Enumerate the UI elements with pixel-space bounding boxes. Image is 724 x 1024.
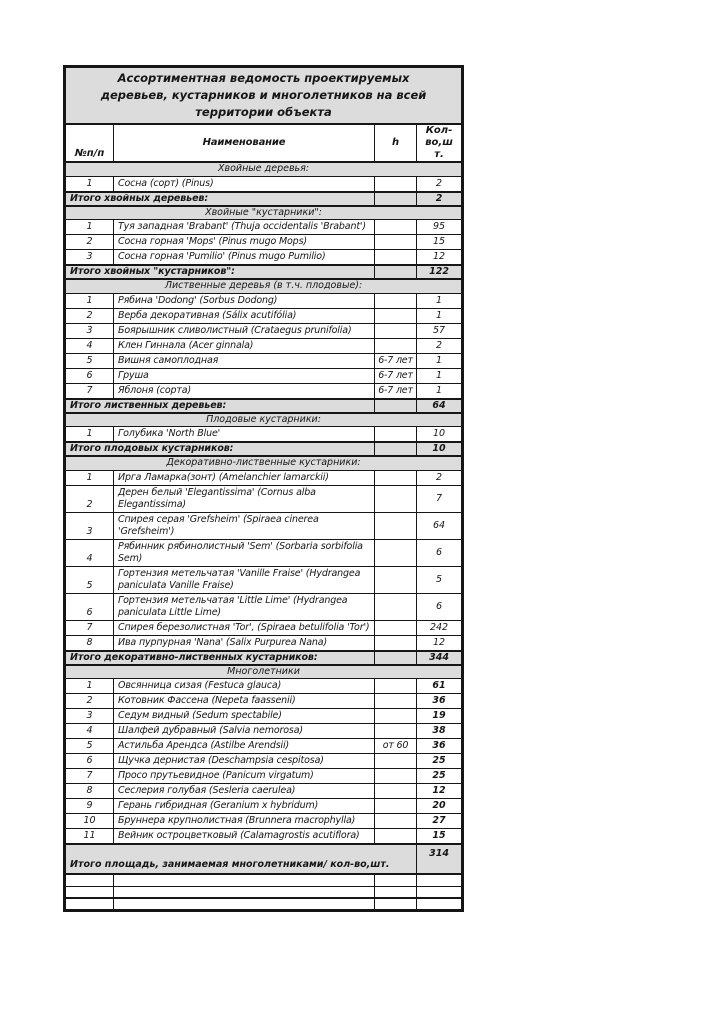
row-number: 3 (65, 323, 114, 338)
plant-name: Рябина 'Dodong' (Sorbus Dodong) (114, 293, 375, 308)
row-number: 6 (65, 593, 114, 620)
grand-total-quantity: 314 (417, 844, 463, 874)
row-number: 2 (65, 235, 114, 250)
row-number: 9 (65, 799, 114, 814)
col-header-qty: Кол-во,шт. (417, 124, 463, 162)
plant-height (375, 176, 417, 192)
row-number: 8 (65, 635, 114, 651)
plant-quantity: 25 (417, 754, 463, 769)
plant-name: Шалфей дубравный (Salvia nemorosa) (114, 724, 375, 739)
plant-row (65, 620, 463, 635)
row-number: 10 (65, 814, 114, 829)
section-header-label: Хвойные "кустарники": (65, 206, 463, 220)
plant-row (65, 323, 463, 338)
plant-name: Бруннера крупнолистная (Brunnera macrophylla) (114, 814, 375, 829)
section-header-label: Хвойные деревья: (65, 162, 463, 176)
plant-height (375, 694, 417, 709)
empty-cell (65, 886, 114, 898)
plant-row (65, 353, 463, 368)
plant-quantity: 7 (417, 485, 463, 512)
plant-quantity: 1 (417, 308, 463, 323)
subtotal-row (65, 192, 463, 206)
plant-quantity: 2 (417, 176, 463, 192)
plant-row (65, 709, 463, 724)
plant-name: Щучка дернистая (Deschampsia cespitosa) (114, 754, 375, 769)
subtotal-label: Итого лиственных деревьев: (65, 399, 375, 413)
plant-row (65, 368, 463, 383)
plant-row (65, 566, 463, 593)
section-header-label: Плодовые кустарники: (65, 413, 463, 427)
plant-name: Спирея серая 'Grefsheim' (Spiraea cinerea 'Grefsheim') (114, 512, 375, 539)
row-number: 2 (65, 485, 114, 512)
table-title: Ассортиментная ведомость проектируемых деревьев, кустарников и многолетников на всей территории объекта (65, 67, 463, 125)
plant-row (65, 769, 463, 784)
row-number: 6 (65, 754, 114, 769)
plant-quantity: 95 (417, 220, 463, 235)
plant-row (65, 427, 463, 443)
plant-row (65, 754, 463, 769)
plant-name: Седум видный (Sedum spectabile) (114, 709, 375, 724)
row-number: 1 (65, 679, 114, 694)
row-number: 7 (65, 620, 114, 635)
plant-quantity: 27 (417, 814, 463, 829)
empty-cell (417, 886, 463, 898)
plant-quantity: 20 (417, 799, 463, 814)
plant-row (65, 176, 463, 192)
plant-name: Сосна горная 'Pumilio' (Pinus mugo Pumilio) (114, 250, 375, 266)
plant-row (65, 739, 463, 754)
subtotal-label: Итого хвойных деревьев: (65, 192, 375, 206)
plant-row (65, 799, 463, 814)
plant-name: Ирга Ламарка(зонт) (Amelanchier lamarckii) (114, 470, 375, 485)
plant-quantity: 6 (417, 539, 463, 566)
section-header-label: Многолетники (65, 665, 463, 679)
plant-height (375, 512, 417, 539)
section-header-row (65, 456, 463, 470)
plant-quantity: 15 (417, 235, 463, 250)
plant-height (375, 250, 417, 266)
plant-height (375, 799, 417, 814)
empty-cell (375, 898, 417, 910)
empty-row (65, 898, 463, 910)
plant-name: Овсянница сизая (Festuca glauca) (114, 679, 375, 694)
plant-height (375, 724, 417, 739)
row-number: 5 (65, 739, 114, 754)
row-number: 4 (65, 338, 114, 353)
plant-row (65, 383, 463, 399)
subtotal-row (65, 442, 463, 456)
subtotal-quantity: 64 (417, 399, 463, 413)
plant-quantity: 12 (417, 250, 463, 266)
empty-row (65, 874, 463, 886)
plant-name: Боярышник сливолистный (Crataegus prunifolia) (114, 323, 375, 338)
plant-height (375, 235, 417, 250)
section-header-label: Декоративно-лиственные кустарники: (65, 456, 463, 470)
plant-name: Яблоня (сорта) (114, 383, 375, 399)
plant-row (65, 293, 463, 308)
plant-height: 6-7 лет (375, 383, 417, 399)
plant-row (65, 250, 463, 266)
plant-quantity: 19 (417, 709, 463, 724)
plant-name: Вишня самоплодная (114, 353, 375, 368)
section-header-row (65, 162, 463, 176)
col-header-name: Наименование (114, 124, 375, 162)
row-number: 4 (65, 724, 114, 739)
plant-height (375, 814, 417, 829)
plant-row (65, 724, 463, 739)
row-number: 2 (65, 308, 114, 323)
row-number: 7 (65, 383, 114, 399)
row-number: 1 (65, 470, 114, 485)
plant-name: Астильба Арендса (Astilbe Arendsii) (114, 739, 375, 754)
plant-quantity: 6 (417, 593, 463, 620)
plant-name: Спирея березолистная 'Tor', (Spiraea betulifolia 'Tor') (114, 620, 375, 635)
subtotal-row (65, 651, 463, 665)
plant-name: Туя западная 'Brabant' (Thuja occidentalis 'Brabant') (114, 220, 375, 235)
subtotal-label: Итого декоративно-лиственных кустарников: (65, 651, 375, 665)
plant-height (375, 709, 417, 724)
plant-height (375, 470, 417, 485)
plant-quantity: 2 (417, 470, 463, 485)
plant-row (65, 338, 463, 353)
plant-name: Котовник Фассена (Nepeta faassenii) (114, 694, 375, 709)
plant-schedule-sheet (63, 65, 464, 912)
plant-name: Клен Гиннала (Acer ginnala) (114, 338, 375, 353)
plant-row (65, 235, 463, 250)
row-number: 4 (65, 539, 114, 566)
plant-row (65, 470, 463, 485)
empty-cell (417, 898, 463, 910)
subtotal-height-cell (375, 399, 417, 413)
plant-name: Сосна горная 'Mops' (Pinus mugo Mops) (114, 235, 375, 250)
subtotal-label: Итого хвойных "кустарников": (65, 265, 375, 279)
empty-cell (375, 874, 417, 886)
plant-quantity: 12 (417, 635, 463, 651)
plant-height (375, 485, 417, 512)
plant-row (65, 694, 463, 709)
section-header-row (65, 206, 463, 220)
plant-schedule-table (63, 65, 464, 912)
row-number: 5 (65, 566, 114, 593)
section-header-label: Лиственные деревья (в т.ч. плодовые): (65, 279, 463, 293)
plant-height (375, 427, 417, 443)
row-number: 7 (65, 769, 114, 784)
subtotal-quantity: 10 (417, 442, 463, 456)
plant-height (375, 620, 417, 635)
subtotal-height-cell (375, 265, 417, 279)
section-header-row (65, 413, 463, 427)
plant-quantity: 12 (417, 784, 463, 799)
row-number: 2 (65, 694, 114, 709)
plant-name: Просо прутьевидное (Panicum virgatum) (114, 769, 375, 784)
plant-name: Гортензия метельчатая 'Vanille Fraise' (Hydrangea paniculata Vanille Fraise) (114, 566, 375, 593)
plant-row (65, 512, 463, 539)
plant-height (375, 754, 417, 769)
plant-height (375, 293, 417, 308)
row-number: 3 (65, 250, 114, 266)
subtotal-quantity: 122 (417, 265, 463, 279)
empty-cell (65, 874, 114, 886)
subtotal-height-cell (375, 442, 417, 456)
plant-height (375, 566, 417, 593)
row-number: 1 (65, 293, 114, 308)
empty-cell (114, 898, 375, 910)
plant-quantity: 61 (417, 679, 463, 694)
plant-quantity: 25 (417, 769, 463, 784)
subtotal-height-cell (375, 192, 417, 206)
plant-row (65, 784, 463, 799)
plant-quantity: 1 (417, 353, 463, 368)
plant-height (375, 829, 417, 845)
plant-row (65, 539, 463, 566)
plant-quantity: 5 (417, 566, 463, 593)
section-header-row (65, 665, 463, 679)
plant-name: Рябинник рябинолистный 'Sem' (Sorbaria sorbifolia Sem) (114, 539, 375, 566)
table-title-row (65, 67, 463, 125)
plant-row (65, 485, 463, 512)
plant-name: Ива пурпурная 'Nana' (Salix Purpurea Nana) (114, 635, 375, 651)
subtotal-row (65, 265, 463, 279)
plant-quantity: 1 (417, 383, 463, 399)
plant-quantity: 2 (417, 338, 463, 353)
plant-quantity: 36 (417, 694, 463, 709)
plant-height (375, 769, 417, 784)
plant-name: Дерен белый 'Elegantissima' (Cornus alba Elegantissima) (114, 485, 375, 512)
plant-quantity: 1 (417, 293, 463, 308)
row-number: 5 (65, 353, 114, 368)
plant-height: от 60 (375, 739, 417, 754)
plant-height: 6-7 лет (375, 368, 417, 383)
plant-name: Сосна (сорт) (Pinus) (114, 176, 375, 192)
plant-name: Гортензия метельчатая 'Little Lime' (Hydrangea paniculata Little Lime) (114, 593, 375, 620)
subtotal-height-cell (375, 651, 417, 665)
plant-row (65, 829, 463, 845)
col-header-h: h (375, 124, 417, 162)
plant-height (375, 679, 417, 694)
plant-row (65, 308, 463, 323)
grand-total-label: Итого площадь, занимаемая многолетниками/ кол-во,шт. (65, 844, 417, 874)
plant-height (375, 323, 417, 338)
plant-quantity: 1 (417, 368, 463, 383)
empty-row (65, 886, 463, 898)
row-number: 6 (65, 368, 114, 383)
plant-name: Сеслерия голубая (Sesleria caerulea) (114, 784, 375, 799)
subtotal-quantity: 2 (417, 192, 463, 206)
plant-height (375, 308, 417, 323)
subtotal-quantity: 344 (417, 651, 463, 665)
col-header-num: №п/п (65, 124, 114, 162)
plant-row (65, 635, 463, 651)
plant-name: Груша (114, 368, 375, 383)
plant-height (375, 338, 417, 353)
row-number: 3 (65, 709, 114, 724)
plant-height: 6-7 лет (375, 353, 417, 368)
row-number: 8 (65, 784, 114, 799)
plant-height (375, 539, 417, 566)
plant-row (65, 220, 463, 235)
row-number: 1 (65, 220, 114, 235)
empty-cell (375, 886, 417, 898)
plant-row (65, 679, 463, 694)
empty-cell (65, 898, 114, 910)
plant-quantity: 36 (417, 739, 463, 754)
plant-height (375, 220, 417, 235)
plant-quantity: 10 (417, 427, 463, 443)
plant-row (65, 814, 463, 829)
plant-name: Верба декоративная (Sálix acutifólia) (114, 308, 375, 323)
plant-quantity: 64 (417, 512, 463, 539)
plant-quantity: 38 (417, 724, 463, 739)
subtotal-label: Итого плодовых кустарников: (65, 442, 375, 456)
subtotal-row (65, 399, 463, 413)
empty-cell (417, 874, 463, 886)
plant-quantity: 242 (417, 620, 463, 635)
plant-quantity: 57 (417, 323, 463, 338)
plant-name: Вейник остроцветковый (Calamagrostis acutiflora) (114, 829, 375, 845)
plant-row (65, 593, 463, 620)
plant-height (375, 593, 417, 620)
plant-name: Голубика 'North Blue' (114, 427, 375, 443)
empty-cell (114, 886, 375, 898)
plant-height (375, 635, 417, 651)
empty-cell (114, 874, 375, 886)
row-number: 1 (65, 176, 114, 192)
plant-name: Герань гибридная (Geranium x hybridum) (114, 799, 375, 814)
section-header-row (65, 279, 463, 293)
row-number: 11 (65, 829, 114, 845)
grand-total-row (65, 844, 463, 874)
plant-height (375, 784, 417, 799)
row-number: 1 (65, 427, 114, 443)
row-number: 3 (65, 512, 114, 539)
table-header-row (65, 124, 463, 162)
plant-quantity: 15 (417, 829, 463, 845)
